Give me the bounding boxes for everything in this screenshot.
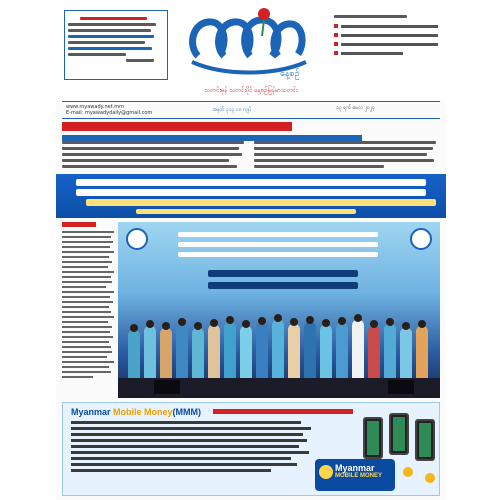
coin-icon xyxy=(403,467,413,477)
lead-headline-banner xyxy=(56,174,446,218)
svg-text:နေ့စဉ်: နေ့စဉ် xyxy=(280,69,300,79)
mobile-money-logo-mark-icon xyxy=(319,465,333,479)
event-emblem-icon xyxy=(410,228,432,250)
banner-line xyxy=(76,179,426,186)
logo-text: Myanmar xyxy=(335,463,375,473)
ad-text-line xyxy=(71,463,297,466)
ad-title xyxy=(71,407,201,417)
ad-text-line xyxy=(71,433,303,436)
ad-text-line xyxy=(71,451,309,454)
ad-title-mobile-money: Mobile Money xyxy=(113,407,173,417)
ad-headline xyxy=(213,409,353,414)
backdrop-text xyxy=(178,252,378,257)
website-url[interactable]: www.myawady.net.mm xyxy=(66,104,124,110)
ad-title-mmm: (MMM) xyxy=(172,407,202,417)
ad-text-line xyxy=(71,445,299,448)
ad-text-line xyxy=(71,427,311,430)
logo-subtext: MOBILE MONEY xyxy=(335,473,383,479)
mobile-money-advertisement[interactable] xyxy=(62,402,440,496)
top-article-column-left xyxy=(62,138,248,171)
top-article-headline xyxy=(62,122,292,131)
index-item xyxy=(334,33,438,37)
ad-title-myanmar: Myanmar xyxy=(71,407,114,417)
top-article-column-right xyxy=(254,138,440,171)
index-item xyxy=(334,42,438,46)
speaker-box xyxy=(388,380,414,394)
masthead-left-notice-box xyxy=(64,10,168,80)
ad-text-line xyxy=(71,439,307,442)
index-item xyxy=(334,24,438,28)
phone-icon xyxy=(415,419,435,461)
issue-info-bar xyxy=(62,101,440,119)
myawady-logo xyxy=(184,6,312,80)
ad-text-line xyxy=(71,469,271,472)
speaker-box xyxy=(154,380,180,394)
banner-line xyxy=(136,209,356,214)
lead-article-sidebar-text xyxy=(62,222,114,398)
backdrop-text xyxy=(178,242,378,247)
masthead-right-index-box xyxy=(328,10,440,80)
newspaper-front-page xyxy=(56,0,446,500)
email-address[interactable]: E-mail: myawadydaily@gmail.com xyxy=(66,110,153,116)
backdrop-title xyxy=(208,282,358,289)
phone-icon xyxy=(363,417,383,459)
ad-text-line xyxy=(71,421,301,424)
event-emblem-icon xyxy=(126,228,148,250)
backdrop-title xyxy=(208,270,358,277)
coin-icon xyxy=(425,473,435,483)
phone-icon xyxy=(389,413,409,455)
masthead xyxy=(56,0,446,100)
lead-news-photo xyxy=(118,222,440,398)
issue-date: ၁၃ ရက် မေလ ၂၀၂၄ xyxy=(336,105,375,111)
index-item xyxy=(334,51,438,55)
issue-number: အမှတ် ၃၁၃ ၁၀ ကျပ် xyxy=(212,107,252,113)
ad-text-line xyxy=(71,457,291,460)
backdrop-text xyxy=(178,232,378,237)
banner-line xyxy=(76,189,426,196)
top-article xyxy=(62,122,440,172)
masthead-slogan: သတင်းမှန် သတင်းပိုင် နေ့စဉ်မြန်မာသတင်း xyxy=(204,87,298,94)
banner-line xyxy=(86,199,436,206)
